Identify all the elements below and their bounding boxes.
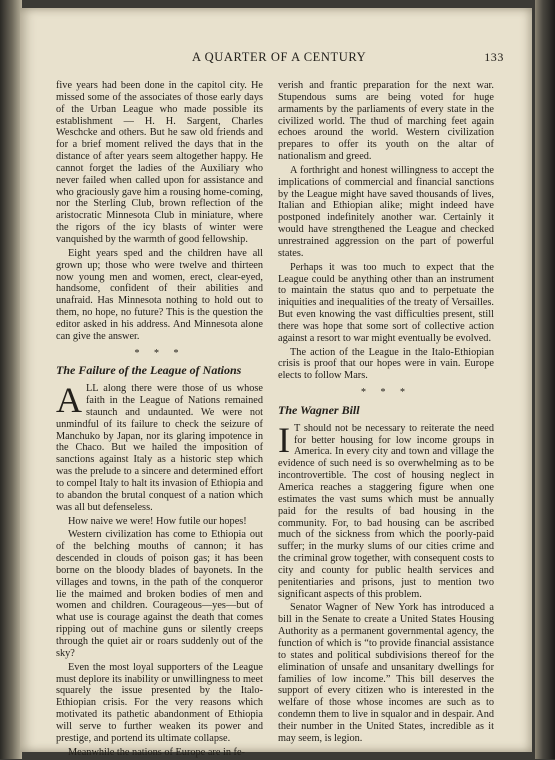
section-heading: The Failure of the League of Nations	[56, 363, 242, 378]
section-separator: * * *	[361, 387, 411, 399]
paragraph: verish and frantic preparation for the next war. Stupendous sums are being voted for huge armaments by the parliaments of every state in the civilized world. The thud of marching feet again echoes around the world. Western civilization prepares to offer its youth on the altar of nationalism and greed.	[278, 80, 494, 163]
paragraph-with-drop-cap	[56, 380, 263, 513]
drop-cap: I	[278, 419, 290, 460]
left-column	[56, 80, 263, 760]
paragraph: Western civilization has come to Ethiopia out of the belching mouths of cannon; it has descended in clouds of poison gas; it has been borne on the bloody blades of bayonets. In the villages and towns, in the path of the conqueror lie the maimed and broken bodies of men and women and children. Courageous—yes—but of what use is courage against the death that comes ripping out of machine guns or silently creeps through the quiet air or roars suddenly out of the sky?	[56, 529, 263, 659]
right-column	[278, 80, 494, 747]
page-number: 133	[484, 50, 504, 64]
drop-cap: A	[56, 380, 82, 421]
paragraph: Meanwhile the nations of Europe are in fe-	[68, 746, 245, 758]
section-separator: * * *	[134, 347, 185, 359]
paragraph: Even the most loyal supporters of the League must deplore its inability or unwillingness to meet squarely the issue presented by the Italo-Ethiopian crisis. For the very reasons which motivated its pathetic abandonment of Ethiopia will serve to further weaken its power and prestige, and portend its ultimate collapse.	[56, 661, 263, 744]
paragraph-text: LL along there were those of us whose faith in the League of Nations remained staunch and undaunted. We were not unmindful of its failure to check the seizure of Manchuko by Japan, nor its glaring impotence in the Chaco. But we hailed the imposition of sanctions against Italy as a historic step which was the prelude to a sincere and determined effort to compel Italy to halt its invasion of Ethiopia and to abandon the brutal conquest of a nation which was all but defenseless.	[56, 383, 263, 513]
paragraph-with-drop-cap	[278, 419, 494, 601]
paragraph: A forthright and honest willingness to accept the implications of commercial and financial sanctions by the League might have saved thousands of lives, Italian and Ethiopian alike; might indeed have postponed indefinitely another war. Certainly it would have strengthened the League and checked unrestrained aggression on the part of powerful states.	[278, 164, 494, 259]
paragraph: How naive we were! How futile our hopes!	[68, 515, 247, 527]
document-page	[20, 8, 532, 758]
section-heading: The Wagner Bill	[278, 402, 360, 417]
running-title: A QUARTER OF A CENTURY	[192, 50, 367, 64]
scan-outer-edge	[535, 0, 555, 759]
paragraph: five years had been done in the capitol city. He missed some of the associates of those early days of the Urban League who made possible its establishment — H. H. Sargent, Charles Weschcke and others. But he saw old friends and for a brief moment relived the days that in the distance of after years seem altogether happy. He cannot forget the ladies of the Auxiliary who never failed when called upon for assistance and who graciously gave him a rousing home-coming, nor the Sterling Club, brown reflection of the aristocratic Minnesota Club in miniature, where the rigors of the icy blasts of winter were vanquished by the warmth of good fellowship.	[56, 80, 263, 245]
running-header	[56, 50, 504, 66]
scan-binding-edge	[0, 0, 22, 759]
paragraph: Eight years sped and the children have all grown up; those who were twelve and thirteen now young men and women, erect, clear-eyed, handsome, confident of their abilities and unafraid. Has Minnesota nothing to hold out to them, no hope, no future? This is the question the editor asked in his address. And Minnesota alone can give the answer.	[56, 247, 263, 342]
paragraph: Senator Wagner of New York has introduced a bill in the Senate to create a United States Housing Authority as a permanent governmental agency, the function of which is “to provide financial assistance to states and political subdivisions thereof for the elimination of unsafe and unsanitary dwellings for families of low income.” This bill deserves the support of every citizen who is interested in the welfare of those whose incomes are such as to condemn them to live in squalor and in despair. And their number in the United States, incredible as it may seem, is legion.	[278, 602, 494, 744]
paragraph-text: T should not be necessary to reiterate the need for better housing for low income groups in America. In every city and town and village the evidence of such need is so overwhelming as to be incontrovertible. The cost of housing neglect in America reaches a staggering figure when one estimates the vast sums which must be annually paid for the results of bad housing in the community. For, to bad housing can be ascribed much of the sickness from which the poorly-paid suffer; in the murky slums of our cities crime and the criminal grow together, with consequent costs to city and county for public health services and penitentiaries and prisons, just to mention two significant aspects of this problem.	[278, 422, 494, 600]
paragraph: The action of the League in the Italo-Ethiopian crisis is proof that our hopes were in vain. Europe elects to follow Mars.	[278, 346, 494, 382]
paragraph: Perhaps it was too much to expect that the League could be anything other than an instrument to maintain the status quo and to perpetuate the iniquities and inequalities of the treaty of Versailles. But even knowing the vast difficulties present, still there was hope that some sort of collective action against a resort to war might eventually be evolved.	[278, 261, 494, 344]
